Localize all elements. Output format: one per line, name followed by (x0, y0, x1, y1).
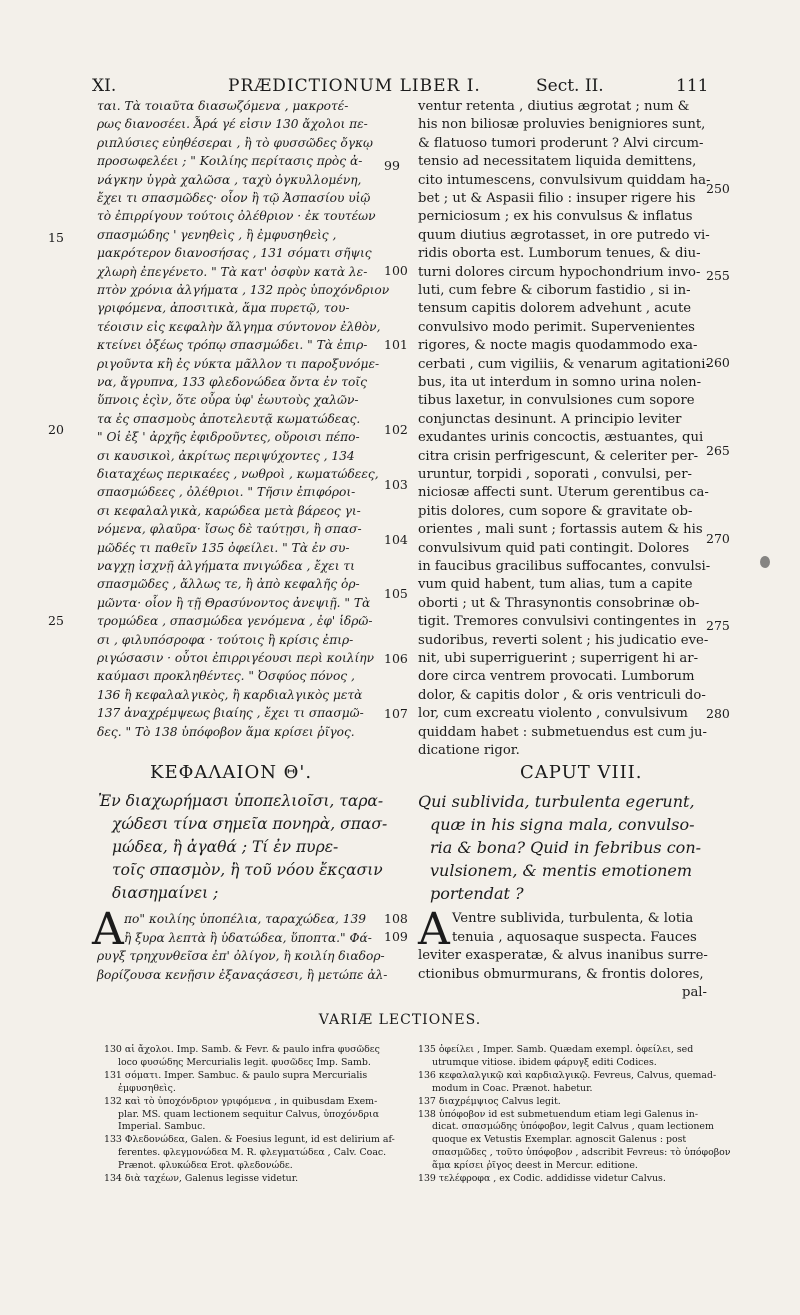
latin-body-line: tenuia , aquosaque suspecta. Fauces (452, 929, 697, 945)
ink-blot (760, 556, 770, 568)
variant-reading: 138 ὑπόφοβον id est submetuendum etiam legi Galenus in- (418, 1108, 699, 1120)
greek-line: σπασμώδεες , ὀλέθριοι. " Τῆσιν ἐπιφόροι- (97, 485, 356, 500)
latin-line: nit, ubi superriguerint ; superrigent hi ar- (418, 651, 699, 666)
greek-line: τα ἐς σπασμοὺς ἀποτελευτᾷ κωματώδεας. (97, 411, 361, 426)
variant-reading: 134 διὰ ταχέων, Galenus legisse videtur. (104, 1173, 299, 1184)
greek-line: ριγοῦντα κἢ ἐς νύκτα μᾶλλον τι παροξυνόμε- (97, 356, 380, 371)
latin-line: niciosæ affecti sunt. Uterum gerentibus ca- (418, 485, 709, 501)
latin-summary-line: quæ in his signa mala, convulso- (430, 815, 695, 834)
section-number: 99 (384, 158, 400, 173)
greek-line: ἔχει τι σπασμῶδες· οἷον ἢ τῷ Ἀσπασίου υἱῷ (97, 191, 371, 205)
variant-reading: dicat. σπασμώδης ὑπόφοβον, legit Calvus , quam lectionem (432, 1121, 714, 1133)
greek-line: 137 ἀναχρέμψεως βιαίης , ἔχει τι σπασμῶ- (97, 706, 364, 721)
latin-line: rigores, & nocte magis quodammodo exa- (418, 338, 698, 354)
running-header (92, 76, 754, 100)
latin-body-line: pal- (682, 985, 707, 1000)
variant-reading: 137 διαχρέμψιος Calvus legit. (418, 1095, 561, 1107)
greek-body-line: πο" κοιλίης ὑποπέλια, ταραχώδεα, 139 (124, 912, 367, 926)
greek-body-line: ἢ ξυρα λεπτὰ ἢ ὑδατώδεα, ὕποπτα." Φά- (124, 930, 372, 945)
latin-line: citra crisin perfrigescunt, & celeriter per- (418, 448, 699, 464)
latin-body-line: ctionibus obmurmurans, & frontis dolores, (418, 966, 704, 982)
greek-line: σι κεφαλαλγικὰ, καρώδεα μετὰ βάρεος γι- (97, 503, 361, 518)
greek-chapter-title: ΚΕΦΑΛΑΙΟΝ Θ'. (150, 762, 313, 783)
variant-reading: ἅμα κρίσει ῥῖγος deest in Mercur. editione. (432, 1160, 638, 1172)
latin-line: his non biliosæ proluvies benigniores sunt, (418, 117, 706, 133)
variant-reading: modum in Coac. Prænot. habetur. (432, 1082, 593, 1094)
greek-line: ται. Τὰ τοιαῦτα διασωζόμενα , μακροτέ- (97, 99, 349, 113)
latin-line: cerbati , cum vigiliis, & venarum agitationi- (418, 356, 710, 372)
greek-line: ρως διανοσέει. Ἆρά γέ εἰσιν 130 ἄχολοι πε- (97, 117, 368, 132)
line-number: 280 (706, 706, 730, 721)
latin-line: tensio ad necessitatem liquida demittens, (418, 154, 697, 170)
greek-line: σι , φιλυπόσροφα · τούτοις ἢ κρίσις ἐπιρ- (97, 632, 354, 647)
chapter-number: XI. (92, 76, 117, 96)
greek-line: τρομώδεα , σπασμώδεα γενόμενα , ἐφ' ἱδρῶ- (97, 614, 373, 629)
latin-line: conjunctas desinunt. A principio leviter (418, 411, 682, 427)
greek-line: 136 ἢ κεφαλαλγικὸς, ἢ καρδιαλγικὸς μετὰ (97, 687, 363, 702)
greek-line: σπασμῶδες , ἄλλως τε, ἢ ἀπὸ κεφαλῆς ὁρ- (97, 577, 360, 592)
page-number: 111 (676, 76, 709, 96)
variant-reading: 132 καὶ τὸ ὑποχόνδριον γριφόμενα , in quibusdam Exem- (104, 1095, 378, 1107)
line-number: 275 (706, 618, 730, 633)
latin-line: quum diutius ægrotasset, in ore putredo vi- (418, 227, 710, 243)
greek-line: ριγώσασιν · οὗτοι ἐπιρριγέουσι περὶ κοιλίην (97, 651, 374, 665)
variant-reading: quoque ex Vetustis Exemplar. agnoscit Galenus : post (432, 1134, 687, 1146)
greek-line: τέοισιν εἰς κεφαλὴν ἄλγημα σύντονον ἐλθὸν, (97, 319, 381, 334)
variant-reading: 139 τελέφροφα , ex Codic. addidisse videtur Calvus. (418, 1173, 666, 1184)
greek-line: πτὸν χρόνια ἀλγήματα , 132 πρὸς ὑποχόνδριον (97, 283, 390, 297)
latin-line: dolor, & capitis dolor , & oris ventriculi do- (418, 687, 706, 703)
latin-line: convulsivo modo perimit. Supervenientes (418, 319, 695, 335)
latin-line: ventur retenta , diutius ægrotat ; num & (418, 99, 690, 114)
greek-line: ναγχῃ ἰσχνῇ ἀλγήματα πνιγώδεα , ἔχει τι (97, 559, 355, 573)
line-number: 25 (48, 613, 64, 628)
latin-line: & flatuoso tumori proderunt ? Alvi circum- (418, 135, 704, 151)
line-number: 255 (706, 268, 730, 283)
section-number: 109 (384, 929, 408, 944)
greek-line: κτείνει ὀξέως τρόπῳ σπασμώδει. " Τὰ ἐπιρ- (97, 338, 368, 353)
latin-line: ridis oborta est. Lumborum tenues, & diu- (418, 246, 701, 262)
variant-reading: 131 σόματι. Imper. Sambuc. & paulo supra Mercurialis (104, 1069, 368, 1081)
latin-line: cito intumescens, convulsivum quiddam ha- (418, 172, 711, 188)
variant-reading: ferentes. φλεγμονώδεα M. R. φλεγματώδεα , Calv. Coac. (118, 1147, 387, 1159)
section-label: Sect. II. (536, 76, 604, 96)
greek-line: μῶντα· οἷον ἢ τῇ Θρασύνοντος ἀνεψιῇ. " Τὰ (97, 595, 371, 610)
variae-lectiones-title: VARIÆ LECTIONES. (318, 1012, 482, 1028)
latin-line: exudantes urinis concoctis, æstuantes, qui (418, 430, 704, 446)
latin-line: pitis dolores, cum sopore & gravitate ob- (418, 503, 693, 519)
greek-line: " Οἱ ἐξ ' ἀρχῆς ἐφιδροῦντες, οὔροισι πέπο- (97, 430, 360, 445)
latin-summary-line: portendat ? (430, 884, 524, 903)
latin-line: vum quid habent, tum alias, tum a capite (418, 577, 693, 593)
greek-line: γριφόμενα, ἀποσιτικὰ, ἅμα πυρετῷ, του- (97, 301, 350, 316)
greek-line: να, ἄγρυπνα, 133 φλεδονώδεα ὄντα ἐν τοῖς (97, 375, 367, 389)
line-number: 260 (706, 355, 730, 370)
latin-line: dicatione rigor. (418, 743, 520, 758)
greek-summary-line: τοῖς σπασμὸν, ἢ τοῦ νόου ἔκςασιν (112, 861, 383, 879)
section-number: 101 (384, 337, 408, 352)
variant-reading: 133 Φλεδονώδεα, Galen. & Foesius legunt, id est delirium af- (104, 1134, 395, 1146)
section-number: 107 (384, 706, 408, 721)
greek-body-line: βορίζουσα κενῇσιν ἐξαναςάσεσι, ἢ μετώπε ἀλ- (97, 967, 388, 982)
variant-reading: 130 αἱ ἄχολοι. Imp. Samb. & Fevr. & paulo infra φυσῶδες (104, 1044, 380, 1055)
latin-line: luti, cum febre & ciborum fastidio , si in- (418, 283, 691, 298)
line-number: 15 (48, 230, 64, 245)
latin-line: tibus laxetur, in convulsiones cum sopore (418, 393, 695, 409)
latin-line: quiddam habet : submetuendus est cum ju- (418, 724, 707, 740)
variant-reading: Imperial. Sambuc. (118, 1121, 206, 1133)
latin-line: dore circa ventrem provocati. Lumborum (418, 669, 695, 685)
greek-line: προσωφελέει ; " Κοιλίης περίτασις πρὸς ἀ- (97, 154, 363, 169)
variant-reading: utrumque vitiose. ibidem φάρυγξ editi Codices. (432, 1056, 657, 1068)
greek-body-line: ρυγξ τρηχυνθεῖσα ἐπ' ὀλίγον, ἢ κοιλίη διαδορ- (97, 949, 385, 963)
greek-line: μακρότερον διανοσήσας , 131 σόματι σῆψις (97, 246, 372, 261)
latin-line: lor, cum excreatu violento , convulsivum (418, 706, 688, 722)
latin-line: convulsivum quid pati contingit. Dolores (418, 540, 690, 556)
latin-summary-line: ria & bona? Quid in febribus con- (430, 838, 702, 857)
greek-line: καύμασι προκληθέντες. " Ὀσφύος πόνος , (97, 669, 355, 684)
section-number: 108 (384, 911, 408, 926)
greek-summary-line: μώδεα, ἢ ἀγαθά ; Τί ἐν πυρε- (112, 838, 339, 856)
latin-line: tigit. Tremores convulsivi contingentes in (418, 614, 697, 630)
latin-summary-line: vulsionem, & mentis emotionem (430, 861, 693, 880)
greek-line: νάγκην ὑγρὰ χαλῶσα , ταχὺ ὀγκυλλομένη, (97, 172, 362, 187)
line-number: 265 (706, 443, 730, 458)
variant-reading: 135 ὀφείλει , Imper. Samb. Quædam exempl. ὀφείλει, sed (418, 1044, 694, 1055)
variant-reading: ἐμφυσηθεὶς. (118, 1082, 176, 1094)
latin-line: oborti ; ut & Thrasynontis consobrinæ ob- (418, 595, 700, 611)
variant-reading: Prænot. φλυκώδεα Erot. φλεδονώδε. (118, 1160, 293, 1172)
greek-line: διαταχέως περικαέες , νωθροὶ , κωματώδεες, (97, 467, 379, 481)
section-number: 103 (384, 477, 408, 492)
latin-line: sudoribus, reverti solent ; his judicatio eve- (418, 632, 709, 648)
greek-line: μῶδές τι παθεῖν 135 ὀφείλει. " Τὰ ἐν συ- (97, 540, 350, 555)
latin-line: bus, ita ut interdum in somno urina nolen- (418, 375, 702, 390)
greek-line: τὸ ἐπιρρίγουν τούτοις ὀλέθριον · ἐκ τουτέων (97, 209, 376, 224)
latin-drop-cap: A (418, 904, 450, 955)
variant-reading: σπασμῶδες , τοῦτο ὑπόφοβον , adscribit Fevreus: τὸ ὑπόφοβον (432, 1147, 731, 1159)
latin-line: in faucibus gracilibus suffocantes, convulsi- (418, 559, 711, 574)
latin-body-line: Ventre sublivida, turbulenta, & lotia (452, 911, 694, 926)
line-number: 250 (706, 181, 730, 196)
latin-summary-line: Qui sublivida, turbulenta egerunt, (418, 792, 695, 811)
greek-line: δες. " Τὸ 138 ὑπόφοβον ἅμα κρίσει ῥῖγος. (97, 724, 355, 739)
header-title: PRÆDICTIONUM LIBER I. (228, 76, 481, 96)
latin-line: uruntur, torpidi , soporati , convulsi, per- (418, 467, 692, 482)
latin-line: bet ; ut & Aspasii filio : insuper rigere his (418, 191, 696, 206)
section-number: 102 (384, 422, 408, 437)
line-number: 270 (706, 531, 730, 546)
section-number: 106 (384, 651, 408, 666)
greek-summary-line: χώδεσι τίνα σημεῖα πονηρὰ, σπασ- (112, 815, 388, 833)
latin-line: perniciosum ; ex his convulsus & inflatus (418, 209, 693, 225)
greek-line: χλωρὴ ἐπεγένετο. " Τὰ κατ' ὀσφὺν κατὰ λε- (97, 264, 368, 279)
greek-drop-cap: Α (92, 904, 124, 955)
latin-line: orientes , mali sunt ; fortassis autem & his (418, 522, 703, 538)
line-number: 20 (48, 422, 64, 437)
greek-line: νόμενα, φλαῦρα· ἴσως δὲ ταύτῃσι, ἢ σπασ- (97, 522, 362, 537)
latin-line: tensum capitis dolorem advehunt , acute (418, 301, 692, 317)
section-number: 105 (384, 586, 408, 601)
greek-line: ὕπνοις ἐςὶν, ὅτε οὖρα ὑφ' ἑωυτοὺς χαλῶν- (97, 393, 359, 408)
variant-reading: plar. MS. quam lectionem sequitur Calvus, ὑποχόνδρια (118, 1108, 380, 1120)
greek-line: σπασμώδης ' γενηθεὶς , ἢ ἐμφυσηθεὶς , (97, 227, 337, 242)
section-number: 100 (384, 263, 408, 278)
variant-reading: loco φυσώδης Mercurialis legit. φυσῶδες Imp. Samb. (118, 1056, 371, 1068)
greek-line: σι καυσικοὶ, ἀκρίτως περιψύχοντες , 134 (97, 448, 355, 463)
greek-line: ριπλύσιες εὐηθέσεραι , ἢ τὸ φυσσῶδες ὄγκῳ (97, 135, 373, 150)
greek-summary-line: διασημαίνει ; (112, 884, 219, 902)
greek-summary-line: Ἐν διαχωρήμασι ὑποπελιοῖσι, ταρα- (98, 792, 384, 810)
section-number: 104 (384, 532, 408, 547)
latin-chapter-title: CAPUT VIII. (520, 762, 643, 783)
variant-reading: 136 κεφαλαλγικῷ καὶ καρδιαλγικῷ. Fevreus, Calvus, quemad- (418, 1069, 717, 1081)
latin-line: turni dolores circum hypochondrium invo- (418, 264, 701, 280)
latin-body-line: leviter exasperatæ, & alvus inanibus surre- (418, 948, 708, 963)
